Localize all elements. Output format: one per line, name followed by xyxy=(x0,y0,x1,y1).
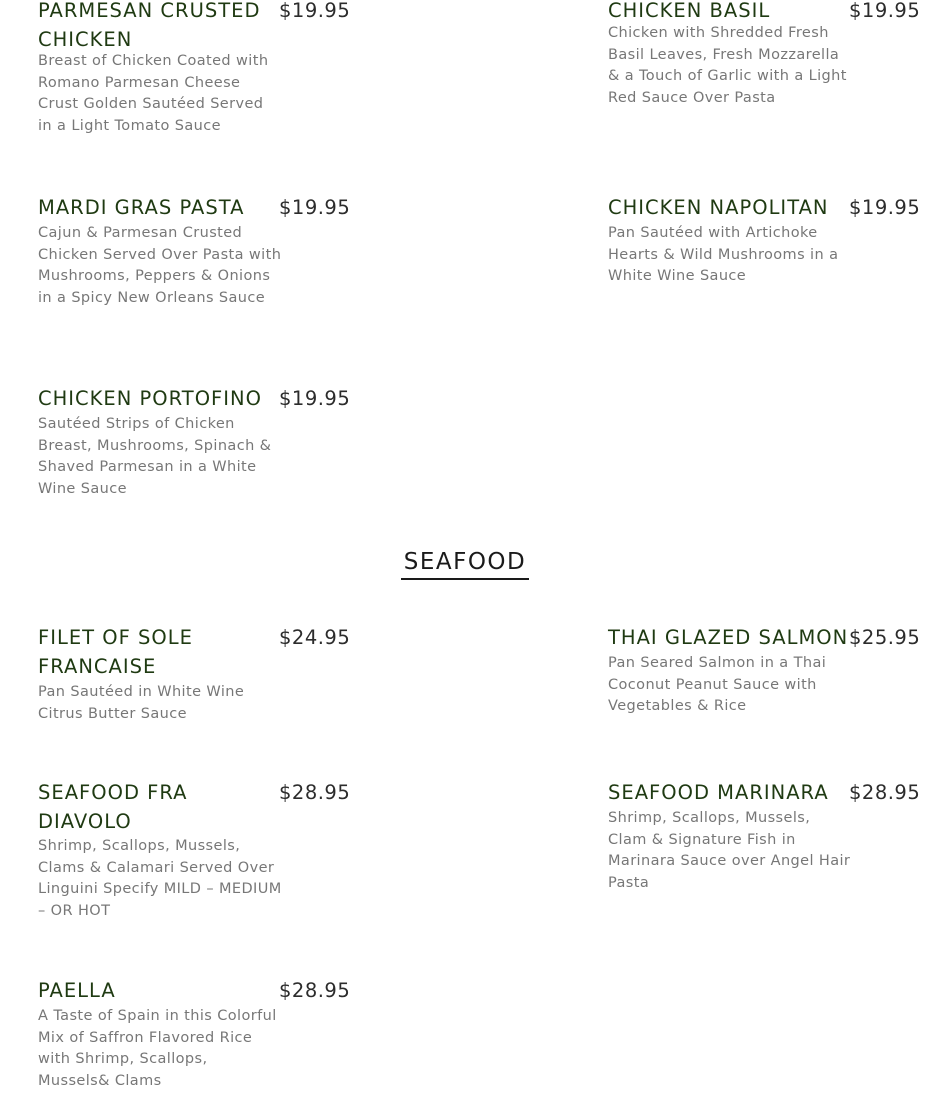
item-price: $19.95 xyxy=(279,196,351,219)
item-name: THAI GLAZED SALMON xyxy=(608,626,849,649)
item-price: $19.95 xyxy=(849,0,921,22)
item-price: $24.95 xyxy=(279,626,351,649)
item-name: CHICKEN NAPOLITAN xyxy=(608,196,829,219)
item-name: PAELLA xyxy=(38,979,116,1002)
item-price: $28.95 xyxy=(279,979,351,1002)
item-name: SEAFOOD MARINARA xyxy=(608,781,829,804)
item-description: Pan Sautéed with Artichoke Hearts & Wild Mushrooms in a White Wine Sauce xyxy=(608,225,839,284)
item-name: PARMESAN CRUSTED CHICKEN xyxy=(38,0,261,51)
item-price: $19.95 xyxy=(279,0,351,22)
item-price: $25.95 xyxy=(849,626,921,649)
item-description: A Taste of Spain in this Colorful Mix of Saffron Flavored Rice with Shrimp, Scallops, Mussels& Clams xyxy=(38,1008,277,1089)
item-name: MARDI GRAS PASTA xyxy=(38,196,245,219)
item-description: Pan Seared Salmon in a Thai Coconut Peanut Sauce with Vegetables & Rice xyxy=(608,655,827,714)
item-name: FILET OF SOLE FRANCAISE xyxy=(38,626,193,678)
item-description: Pan Sautéed in White Wine Citrus Butter Sauce xyxy=(38,684,245,722)
item-price: $28.95 xyxy=(849,781,921,804)
item-description: Cajun & Parmesan Crusted Chicken Served Over Pasta with Mushrooms, Peppers & Onions in a Spicy New Orleans Sauce xyxy=(38,225,282,306)
item-description: Shrimp, Scallops, Mussels, Clam & Signature Fish in Marinara Sauce over Angel Hair Pasta xyxy=(608,810,851,891)
item-description: Breast of Chicken Coated with Romano Parmesan Cheese Crust Golden Sautéed Served in a Light Tomato Sauce xyxy=(38,53,269,134)
item-name: CHICKEN BASIL xyxy=(608,0,771,22)
section-title-seafood: SEAFOOD xyxy=(401,546,529,580)
item-price: $28.95 xyxy=(279,781,351,804)
item-name: SEAFOOD FRA DIAVOLO xyxy=(38,781,188,833)
item-price: $19.95 xyxy=(849,196,921,219)
item-description: Shrimp, Scallops, Mussels, Clams & Calamari Served Over Linguini Specify MILD – MEDIUM – OR HOT xyxy=(38,838,282,919)
item-price: $19.95 xyxy=(279,387,351,410)
item-name: CHICKEN PORTOFINO xyxy=(38,387,262,410)
item-description: Sautéed Strips of Chicken Breast, Mushrooms, Spinach & Shaved Parmesan in a White Wine Sauce xyxy=(38,416,272,497)
item-description: Chicken with Shredded Fresh Basil Leaves, Fresh Mozzarella & a Touch of Garlic with a Light Red Sauce Over Pasta xyxy=(608,25,847,106)
